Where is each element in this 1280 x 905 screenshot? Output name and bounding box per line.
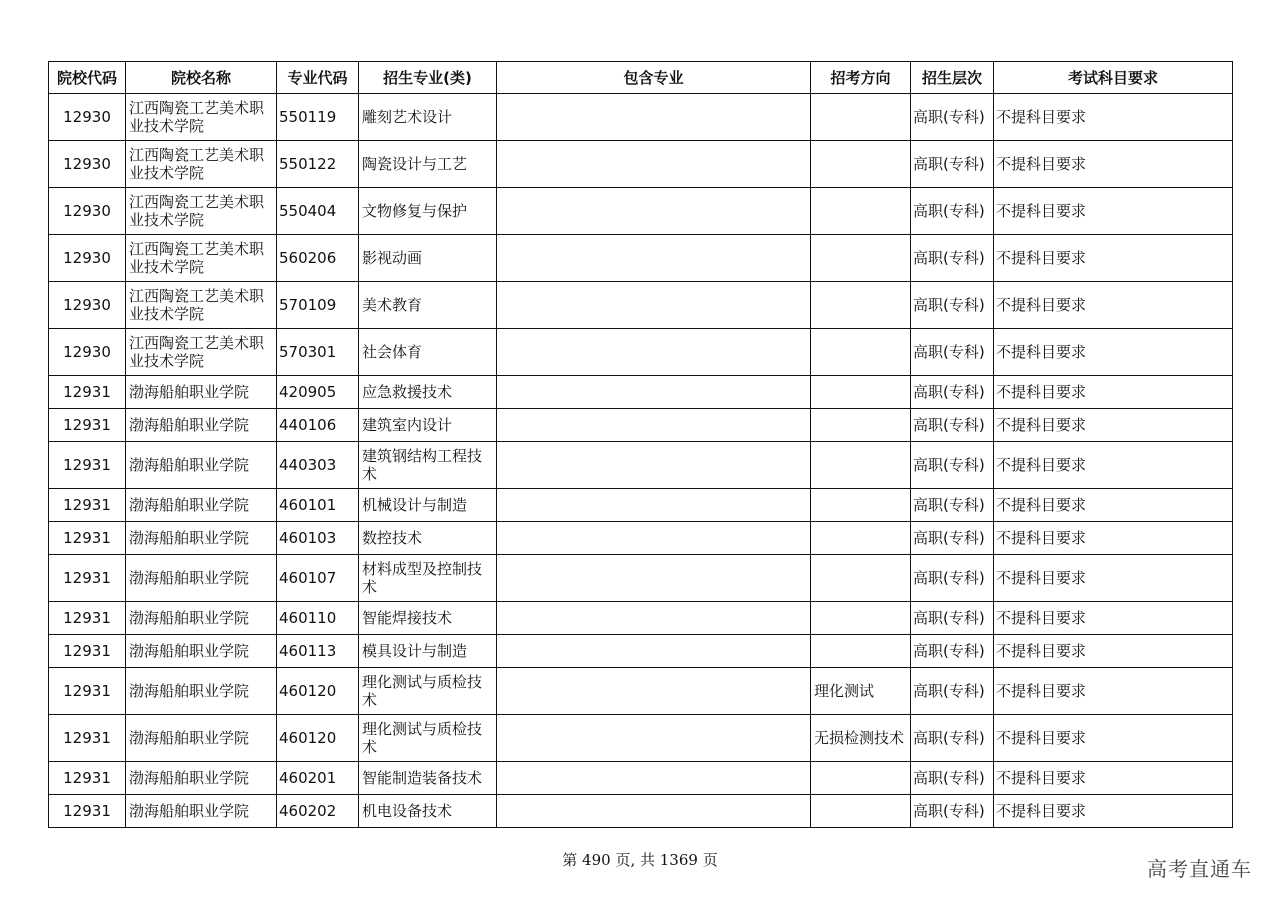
cell-direction: [811, 376, 911, 409]
cell-school-name: 江西陶瓷工艺美术职业技术学院: [126, 141, 277, 188]
cell-school-name: 渤海船舶职业学院: [126, 668, 277, 715]
cell-major-code: 440106: [277, 409, 359, 442]
cell-major: 陶瓷设计与工艺: [359, 141, 497, 188]
cell-school-code: 12931: [49, 489, 126, 522]
cell-level: 高职(专科): [911, 376, 994, 409]
cell-subject-requirement: 不提科目要求: [994, 376, 1233, 409]
cell-major: 理化测试与质检技术: [359, 668, 497, 715]
cell-level: 高职(专科): [911, 602, 994, 635]
cell-level: 高职(专科): [911, 141, 994, 188]
cell-school-name: 渤海船舶职业学院: [126, 376, 277, 409]
cell-major: 雕刻艺术设计: [359, 94, 497, 141]
cell-school-name: 渤海船舶职业学院: [126, 602, 277, 635]
table-row: [49, 442, 1233, 489]
cell-major-code: 460113: [277, 635, 359, 668]
cell-major-code: 460202: [277, 795, 359, 828]
cell-school-name: 江西陶瓷工艺美术职业技术学院: [126, 282, 277, 329]
cell-school-name: 渤海船舶职业学院: [126, 489, 277, 522]
cell-major-code: 460103: [277, 522, 359, 555]
cell-major-code: 460107: [277, 555, 359, 602]
cell-level: 高职(专科): [911, 668, 994, 715]
cell-subject-requirement: 不提科目要求: [994, 635, 1233, 668]
cell-direction: [811, 522, 911, 555]
cell-school-name: 渤海船舶职业学院: [126, 715, 277, 762]
cell-subject-requirement: 不提科目要求: [994, 602, 1233, 635]
cell-major: 建筑室内设计: [359, 409, 497, 442]
cell-school-code: 12931: [49, 668, 126, 715]
table-row: [49, 668, 1233, 715]
table-body: [49, 94, 1233, 828]
cell-school-code: 12931: [49, 635, 126, 668]
cell-subject-requirement: 不提科目要求: [994, 409, 1233, 442]
cell-major-code: 460120: [277, 715, 359, 762]
cell-subject-requirement: 不提科目要求: [994, 329, 1233, 376]
table-row: [49, 489, 1233, 522]
cell-included-majors: [497, 762, 811, 795]
cell-level: 高职(专科): [911, 795, 994, 828]
cell-direction: [811, 795, 911, 828]
cell-level: 高职(专科): [911, 762, 994, 795]
cell-direction: 理化测试: [811, 668, 911, 715]
table-row: [49, 188, 1233, 235]
cell-school-name: 渤海船舶职业学院: [126, 795, 277, 828]
cell-level: 高职(专科): [911, 715, 994, 762]
cell-level: 高职(专科): [911, 555, 994, 602]
table-row: [49, 602, 1233, 635]
cell-subject-requirement: 不提科目要求: [994, 94, 1233, 141]
cell-level: 高职(专科): [911, 522, 994, 555]
cell-subject-requirement: 不提科目要求: [994, 795, 1233, 828]
cell-direction: [811, 282, 911, 329]
cell-major: 影视动画: [359, 235, 497, 282]
table-row: [49, 235, 1233, 282]
cell-school-code: 12931: [49, 409, 126, 442]
cell-major: 社会体育: [359, 329, 497, 376]
cell-level: 高职(专科): [911, 235, 994, 282]
cell-major-code: 570109: [277, 282, 359, 329]
cell-included-majors: [497, 235, 811, 282]
header-included-majors: 包含专业: [497, 62, 811, 94]
cell-school-name: 渤海船舶职业学院: [126, 442, 277, 489]
cell-subject-requirement: 不提科目要求: [994, 141, 1233, 188]
cell-major-code: 570301: [277, 329, 359, 376]
cell-school-code: 12931: [49, 602, 126, 635]
cell-direction: [811, 762, 911, 795]
cell-level: 高职(专科): [911, 282, 994, 329]
cell-major: 理化测试与质检技术: [359, 715, 497, 762]
cell-included-majors: [497, 442, 811, 489]
cell-school-code: 12931: [49, 715, 126, 762]
cell-included-majors: [497, 489, 811, 522]
cell-level: 高职(专科): [911, 94, 994, 141]
cell-school-name: 江西陶瓷工艺美术职业技术学院: [126, 329, 277, 376]
table-row: [49, 795, 1233, 828]
cell-major-code: 550122: [277, 141, 359, 188]
cell-included-majors: [497, 94, 811, 141]
table-row: [49, 555, 1233, 602]
table-header-row: [49, 62, 1233, 94]
table-row: [49, 329, 1233, 376]
cell-included-majors: [497, 715, 811, 762]
header-direction: 招考方向: [811, 62, 911, 94]
cell-major-code: 460201: [277, 762, 359, 795]
cell-school-code: 12931: [49, 522, 126, 555]
cell-direction: [811, 329, 911, 376]
cell-included-majors: [497, 141, 811, 188]
cell-school-code: 12930: [49, 235, 126, 282]
cell-included-majors: [497, 635, 811, 668]
cell-major-code: 550119: [277, 94, 359, 141]
cell-school-code: 12931: [49, 762, 126, 795]
table-row: [49, 94, 1233, 141]
cell-direction: [811, 635, 911, 668]
cell-subject-requirement: 不提科目要求: [994, 522, 1233, 555]
cell-major-code: 460110: [277, 602, 359, 635]
cell-major-code: 560206: [277, 235, 359, 282]
cell-major: 文物修复与保护: [359, 188, 497, 235]
table-row: [49, 409, 1233, 442]
cell-subject-requirement: 不提科目要求: [994, 235, 1233, 282]
cell-school-code: 12930: [49, 141, 126, 188]
cell-level: 高职(专科): [911, 442, 994, 489]
cell-included-majors: [497, 522, 811, 555]
watermark-logo-text: 高考直通车: [1147, 857, 1252, 881]
cell-major: 机械设计与制造: [359, 489, 497, 522]
table-row: [49, 762, 1233, 795]
cell-major-code: 420905: [277, 376, 359, 409]
cell-subject-requirement: 不提科目要求: [994, 489, 1233, 522]
header-major-code: 专业代码: [277, 62, 359, 94]
cell-level: 高职(专科): [911, 409, 994, 442]
cell-major: 数控技术: [359, 522, 497, 555]
cell-subject-requirement: 不提科目要求: [994, 668, 1233, 715]
cell-major: 模具设计与制造: [359, 635, 497, 668]
cell-subject-requirement: 不提科目要求: [994, 715, 1233, 762]
cell-subject-requirement: 不提科目要求: [994, 555, 1233, 602]
cell-school-code: 12931: [49, 555, 126, 602]
table-row: [49, 141, 1233, 188]
cell-direction: [811, 602, 911, 635]
cell-school-code: 12930: [49, 282, 126, 329]
cell-school-name: 渤海船舶职业学院: [126, 762, 277, 795]
header-school-code: 院校代码: [49, 62, 126, 94]
cell-level: 高职(专科): [911, 635, 994, 668]
cell-included-majors: [497, 555, 811, 602]
cell-direction: [811, 489, 911, 522]
cell-school-code: 12930: [49, 329, 126, 376]
cell-subject-requirement: 不提科目要求: [994, 282, 1233, 329]
cell-major: 应急救援技术: [359, 376, 497, 409]
cell-school-name: 江西陶瓷工艺美术职业技术学院: [126, 235, 277, 282]
cell-major: 机电设备技术: [359, 795, 497, 828]
cell-direction: [811, 442, 911, 489]
cell-included-majors: [497, 602, 811, 635]
cell-major: 智能焊接技术: [359, 602, 497, 635]
cell-included-majors: [497, 376, 811, 409]
page-number: 第 490 页, 共 1369 页: [562, 851, 718, 869]
cell-school-name: 渤海船舶职业学院: [126, 522, 277, 555]
cell-major-code: 460120: [277, 668, 359, 715]
cell-direction: [811, 188, 911, 235]
cell-school-code: 12930: [49, 188, 126, 235]
cell-school-name: 渤海船舶职业学院: [126, 635, 277, 668]
cell-direction: [811, 141, 911, 188]
header-subject-requirement: 考试科目要求: [994, 62, 1233, 94]
cell-level: 高职(专科): [911, 329, 994, 376]
cell-subject-requirement: 不提科目要求: [994, 762, 1233, 795]
cell-major: 建筑钢结构工程技术: [359, 442, 497, 489]
cell-included-majors: [497, 329, 811, 376]
header-school-name: 院校名称: [126, 62, 277, 94]
cell-level: 高职(专科): [911, 489, 994, 522]
admissions-table: [48, 61, 1233, 828]
cell-school-name: 渤海船舶职业学院: [126, 409, 277, 442]
cell-included-majors: [497, 188, 811, 235]
cell-major-code: 550404: [277, 188, 359, 235]
cell-school-code: 12930: [49, 94, 126, 141]
cell-school-code: 12931: [49, 795, 126, 828]
table-row: [49, 282, 1233, 329]
cell-included-majors: [497, 795, 811, 828]
cell-school-name: 渤海船舶职业学院: [126, 555, 277, 602]
cell-school-name: 江西陶瓷工艺美术职业技术学院: [126, 94, 277, 141]
table-row: [49, 715, 1233, 762]
cell-school-code: 12931: [49, 376, 126, 409]
cell-included-majors: [497, 668, 811, 715]
cell-direction: [811, 94, 911, 141]
table-row: [49, 522, 1233, 555]
table-row: [49, 376, 1233, 409]
header-major: 招生专业(类): [359, 62, 497, 94]
cell-school-code: 12931: [49, 442, 126, 489]
cell-major-code: 440303: [277, 442, 359, 489]
cell-direction: 无损检测技术: [811, 715, 911, 762]
cell-major: 美术教育: [359, 282, 497, 329]
cell-included-majors: [497, 282, 811, 329]
cell-major: 智能制造装备技术: [359, 762, 497, 795]
cell-major-code: 460101: [277, 489, 359, 522]
cell-direction: [811, 409, 911, 442]
header-level: 招生层次: [911, 62, 994, 94]
cell-school-name: 江西陶瓷工艺美术职业技术学院: [126, 188, 277, 235]
cell-subject-requirement: 不提科目要求: [994, 188, 1233, 235]
cell-direction: [811, 235, 911, 282]
cell-direction: [811, 555, 911, 602]
cell-included-majors: [497, 409, 811, 442]
cell-major: 材料成型及控制技术: [359, 555, 497, 602]
cell-level: 高职(专科): [911, 188, 994, 235]
table-row: [49, 635, 1233, 668]
cell-subject-requirement: 不提科目要求: [994, 442, 1233, 489]
